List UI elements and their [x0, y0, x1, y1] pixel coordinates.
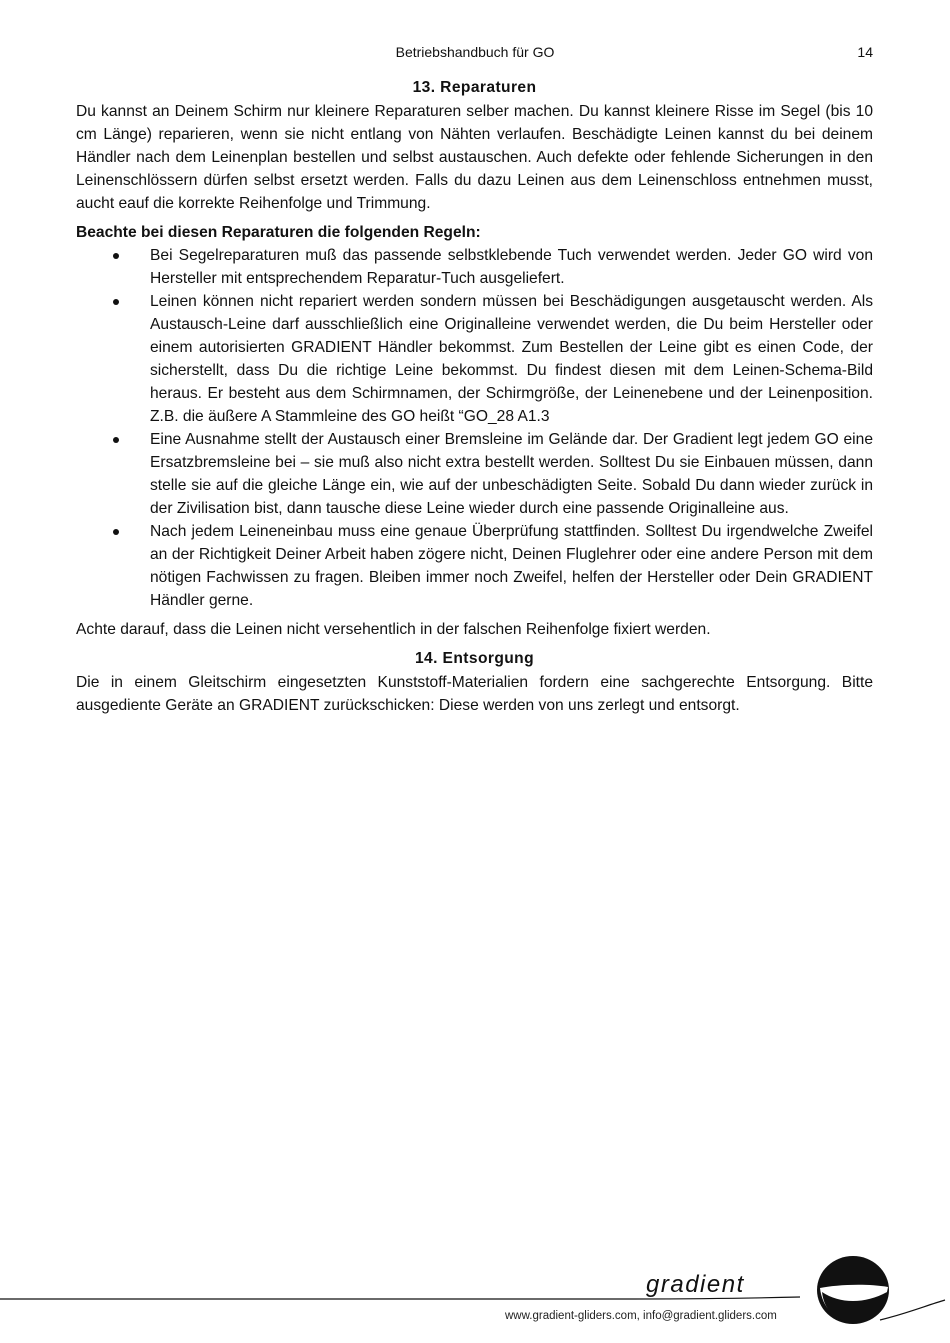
gradient-logo-wordmark: gradient	[646, 1271, 745, 1298]
document-header-title: Betriebshandbuch für GO	[395, 44, 555, 60]
rules-list	[76, 244, 873, 612]
rule-text: Nach jedem Leineneinbau muss eine genaue Überprüfung stattfinden. Solltest Du irgendwelche Zweifel an der Richtigkeit Deiner Arbeit haben zögere nicht, Deinen Fluglehrer oder eine andere Person mit dem nötigen Fachwissen zu fragen. Bleiben immer noch Zweifel, helfen der Hersteller oder Dein GRADIENT Händler gerne.	[150, 523, 873, 609]
bullet-icon	[113, 299, 119, 305]
rule-text: Bei Segelreparaturen muß das passende selbstklebende Tuch verwendet werden. Jeder GO wird von Hersteller mit entsprechendem Reparatur-Tuch ausgeliefert.	[150, 247, 873, 287]
entsorgung-text: Die in einem Gleitschirm eingesetzten Kunststoff-Materialien fordern eine sachgerechte Entsorgung. Bitte ausgediente Geräte an GRADIENT zurückschicken: Diese werden von uns zerlegt und entsorgt.	[76, 674, 873, 714]
rule-text: Eine Ausnahme stellt der Austausch einer Bremsleine im Gelände dar. Der Gradient legt jedem GO eine Ersatzbremsleine bei – sie muß also nicht extra bestellt werden. Solltest Du sie Einbauen müssen, dann stelle sie auf die gleiche Länge ein, wie auf der unbeschädigten Seite. Sobald Du dann wieder zurück in der Zivilisation bist, dann tausche diese Leine wieder durch eine passende Originalleine aus.	[150, 431, 873, 517]
bullet-icon	[113, 529, 119, 535]
reparaturen-intro: Du kannst an Deinem Schirm nur kleinere Reparaturen selber machen. Du kannst kleinere Risse im Segel (bis 10 cm Länge) reparieren, wenn sie nicht entlang von Nähten verlaufen. Beschädigte Leinen kannst du bei deinem Händler nach dem Leinenplan bestellen und selbst austauschen. Auch defekte oder fehlende Sicherungen in den Leinenschlössern dürfen selbst ersetzt werden. Falls du dazu Leinen aus dem Leinenschloss entnehmen musst, aucht eauf die korrekte Reihenfolge und Trimmung.	[76, 103, 873, 212]
list-item	[150, 520, 873, 612]
footer-contact: www.gradient-gliders.com, info@gradient.gliders.com	[505, 1310, 777, 1322]
list-item	[150, 428, 873, 520]
bullet-icon	[113, 437, 119, 443]
rule-text: Leinen können nicht repariert werden sondern müssen bei Beschädigungen ausgetauscht werden. Als Austausch-Leine darf ausschließlich eine Originalleine verwendet werden, die Du beim Hersteller oder einem autorisierten GRADIENT Händler bekommst. Zum Bestellen der Leine gibt es einen Code, der sicherstellt, dass Du die richtige Leine bekommst. Du findest diesen mit dem Leinen-Schema-Bild heraus. Er besteht aus dem Schirmnamen, der Schirmgröße, der Leinenebene und der Leinenposition. Z.B. die äußere A Stammleine des GO heißt “GO_28 A1.3	[150, 293, 873, 425]
page-content	[76, 76, 873, 717]
section-heading-reparaturen: 13. Reparaturen	[412, 79, 537, 96]
bullet-icon	[113, 253, 119, 259]
order-note: Achte darauf, dass die Leinen nicht versehentlich in der falschen Reihenfolge fixiert werden.	[76, 621, 711, 638]
list-item	[150, 244, 873, 290]
list-item	[150, 290, 873, 428]
rules-heading: Beachte bei diesen Reparaturen die folgenden Regeln:	[76, 224, 481, 241]
page-number: 14	[857, 44, 873, 60]
section-heading-entsorgung: 14. Entsorgung	[414, 650, 535, 667]
